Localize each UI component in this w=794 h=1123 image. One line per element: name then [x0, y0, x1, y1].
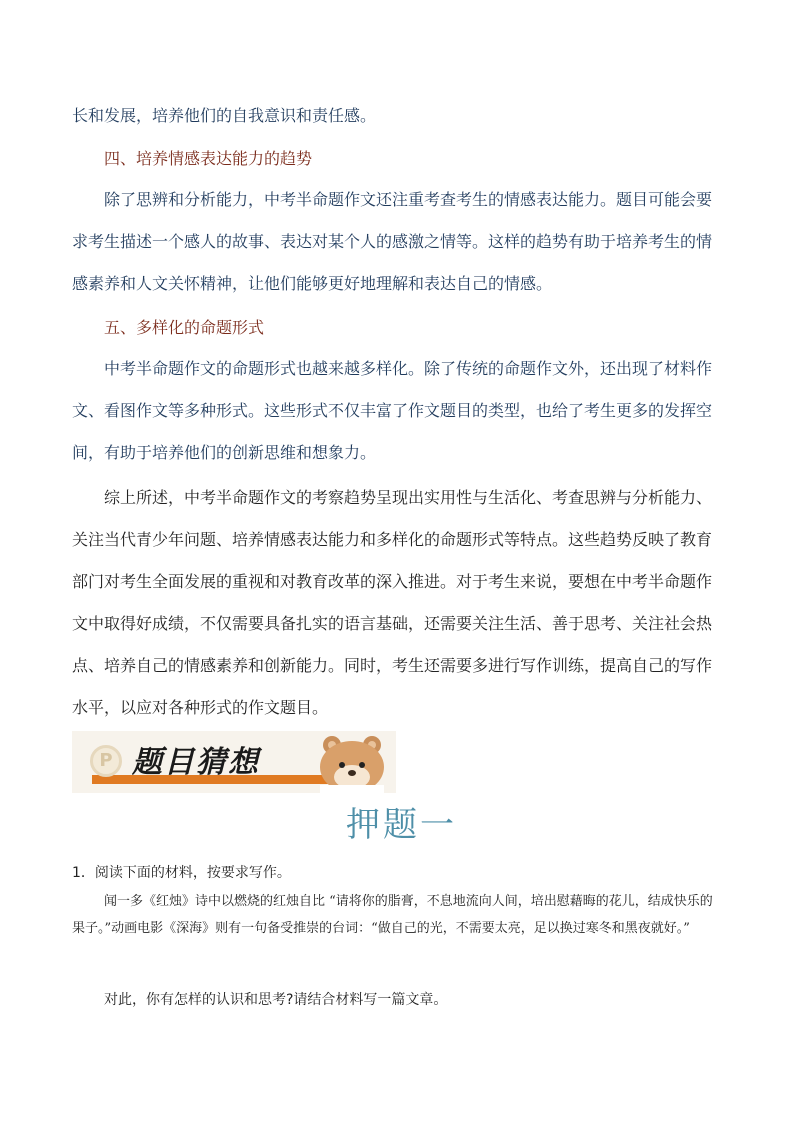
topic-guess-banner — [72, 731, 396, 793]
question-prompt: 对此，你有怎样的认识和思考?请结合材料写一篇文章。 — [104, 992, 448, 1008]
question-title: 1．阅读下面的材料，按要求写作。 — [72, 865, 291, 881]
banner-title: 题目猜想 — [132, 745, 260, 780]
section-heading-5: 五、多样化的命题形式 — [104, 318, 265, 337]
prediction-label: 押题一 — [346, 805, 457, 845]
bear-mascot-icon — [302, 733, 394, 793]
p-coin-icon: P — [90, 745, 122, 777]
question-material: 闻一多《红烛》诗中以燃烧的红烛自比 “请将你的脂膏，不息地流向人间，培出慰藉晦的花儿，结成快乐的果子。”动画电影《深海》则有一句备受推崇的台词：“做自己的光，不需要太亮，足以换过寒冬和黑夜就好。” — [72, 894, 713, 936]
paragraph-diverse-forms: 中考半命题作文的命题形式也越来越多样化。除了传统的命题作文外，还出现了材料作文、看图作文等多种形式。这些形式不仅丰富了作文题目的类型，也给了考生更多的发挥空间，有助于培养他们的创新思维和想象力。 — [72, 359, 713, 462]
paragraph-emotional-expression: 除了思辨和分析能力，中考半命题作文还注重考查考生的情感表达能力。题目可能会要求考生描述一个感人的故事、表达对某个人的感激之情等。这样的趋势有助于培养考生的情感素养和人文关怀精神，让他们能够更好地理解和表达自己的情感。 — [72, 190, 713, 293]
section-heading-4: 四、培养情感表达能力的趋势 — [104, 149, 313, 168]
paragraph-continuation: 长和发展，培养他们的自我意识和责任感。 — [72, 106, 377, 125]
paragraph-summary: 综上所述，中考半命题作文的考察趋势呈现出实用性与生活化、考查思辨与分析能力、关注当代青少年问题、培养情感表达能力和多样化的命题形式等特点。这些趋势反映了教育部门对考生全面发展的重视和对教育改革的深入推进。对于考生来说，要想在中考半命题作文中取得好成绩，不仅需要具备扎实的语言基础，还需要关注生活、善于思考、关注社会热点、培养自己的情感素养和创新能力。同时，考生还需要多进行写作训练，提高自己的写作水平，以应对各种形式的作文题目。 — [72, 488, 713, 717]
